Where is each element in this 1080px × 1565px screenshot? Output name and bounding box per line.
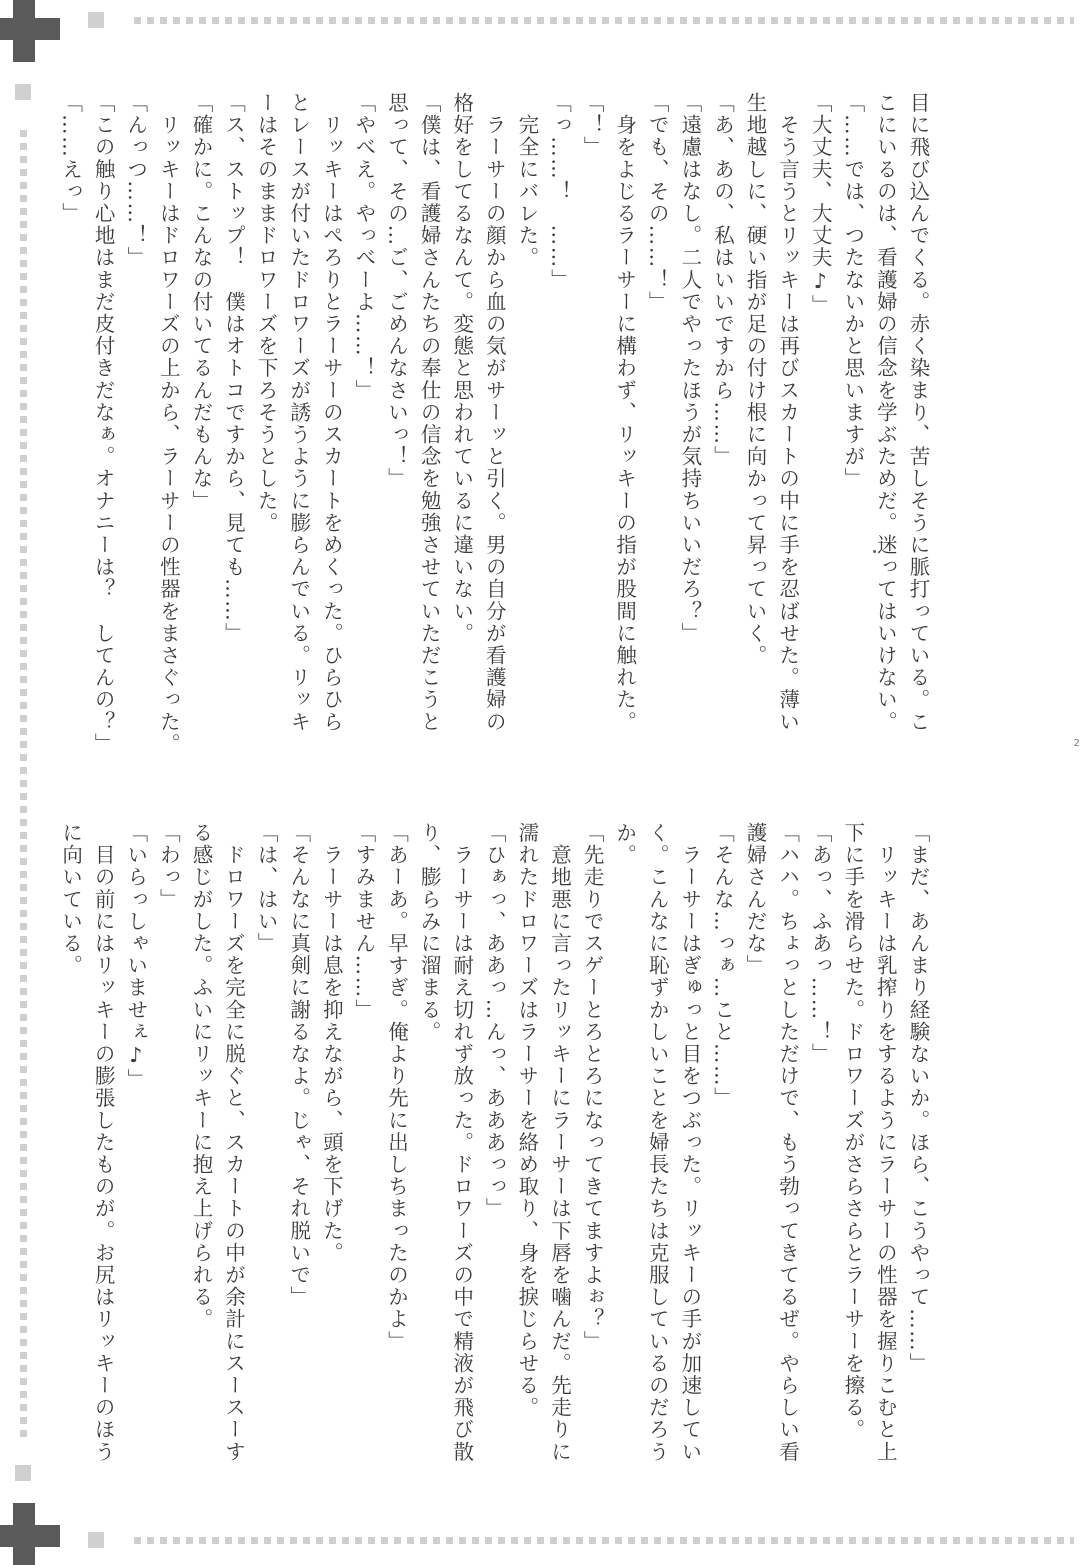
text-line: 「大丈夫、大丈夫♪」 xyxy=(808,92,833,317)
text-line: ラーサーの顔から血の気がサーッと引く。男の自分が看護婦の xyxy=(482,92,507,733)
text-line: こにいるのは、看護婦の信念を学ぶためだ。迷ってはいけない。 xyxy=(873,92,898,733)
upper-text-block xyxy=(54,92,934,782)
text-line: 「！」 xyxy=(580,92,605,159)
text-line: 「まだ、あんまり経験ないか。ほら、こうやって……」 xyxy=(906,822,930,1375)
text-line: 「ひぁっ、ああっ…んっ、あああっっ」 xyxy=(482,822,507,1220)
text-line: 「ス、ストップ！ 僕はオトコですから、見ても……」 xyxy=(221,92,246,645)
text-line: 「っ……！ ……」 xyxy=(547,92,572,291)
text-line: 「遠慮はなし。二人でやったほうが気持ちいいだろ？」 xyxy=(677,92,702,645)
text-line: 「いらっしゃいませぇ♪」 xyxy=(123,822,148,1091)
text-line: 「そんなに真剣に謝るなよ。じゃ、それ脱いで」 xyxy=(286,822,311,1309)
square-marker xyxy=(88,12,104,28)
text-line: ラーサーは耐え切れず放った。ドロワーズの中で精液が飛び散 xyxy=(449,822,474,1463)
text-line: 濡れたドロワーズはラーサーを絡め取り、身を捩じらせる。 xyxy=(514,822,539,1419)
text-line: ドロワーズを完全に脱ぐと、スカートの中が余計にスースーす xyxy=(221,822,246,1463)
lower-text-block xyxy=(54,822,934,1512)
text-line: 完全にバレた。 xyxy=(514,92,539,269)
text-line: 「あーあ。早すぎ。俺より先に出しちまったのかよ」 xyxy=(384,822,409,1353)
text-line: 目の前にはリッキーの膨張したものが。お尻はリッキーのほう xyxy=(91,822,116,1463)
text-line: ラーサーは息を抑えながら、頭を下げた。 xyxy=(319,822,344,1264)
text-line: 護婦さんだな」 xyxy=(743,822,768,977)
text-line: 生地越しに、硬い指が足の付け根に向かって昇っていく。 xyxy=(743,92,768,667)
square-marker xyxy=(15,84,31,100)
top-dotted-rule xyxy=(134,17,1074,24)
text-line: 格好をしてるなんて。変態と思われているに違いない。 xyxy=(449,92,474,645)
text-line: に向いている。 xyxy=(58,822,83,977)
text-line: 「確かに。こんなの付いてるんだもんな」 xyxy=(188,92,213,512)
text-line: か。 xyxy=(612,822,637,867)
text-line: 「んっつ……！」 xyxy=(123,92,148,269)
corner-cross-top-left-bar xyxy=(0,18,60,40)
text-line: 思って、その…ご、ごめんなさいっ！」 xyxy=(384,92,409,490)
text-line: 「僕は、看護婦さんたちの奉仕の信念を勉強させていただこうと xyxy=(417,92,442,733)
text-line: 意地悪に言ったリッキーにラーサーは下唇を噛んだ。先走りに xyxy=(547,822,572,1463)
text-line: く。こんなに恥ずかしいことを婦長たちは克服しているのだろう xyxy=(645,822,670,1463)
corner-cross-bottom-left-bar xyxy=(0,1525,60,1547)
text-line: 「ハハ。ちょっとしただけで、もう勃ってきてるぜ。やらしい看 xyxy=(775,822,800,1463)
square-marker xyxy=(88,1532,104,1548)
text-line: ラーサーはぎゅっと目をつぶった。リッキーの手が加速してい xyxy=(677,822,702,1463)
text-line: 「この触り心地はまだ皮付きだなぁ。オナニーは？ してんの？」 xyxy=(91,92,116,755)
page-number: 2 xyxy=(1073,738,1080,749)
text-line: リッキーは乳搾りをするようにラーサーの性器を握りこむと上 xyxy=(873,822,898,1463)
bottom-dotted-rule xyxy=(134,1537,1074,1544)
text-line: り、膨らみに溜まる。 xyxy=(417,822,442,1043)
text-line: リッキーはぺろりとラーサーのスカートをめくった。ひらひら xyxy=(319,92,344,733)
text-line: 身をよじるラーサーに構わず、リッキーの指が股間に触れた。 xyxy=(612,92,637,733)
text-line: 「やべえ。やっべーよ……！」 xyxy=(351,92,376,402)
text-line: 下に手を滑らせた。ドロワーズがさらさらとラーサーを擦る。 xyxy=(840,822,865,1441)
text-line: リッキーはドロワーズの上から、ラーサーの性器をまさぐった。 xyxy=(156,92,181,755)
text-line: 目に飛び込んでくる。赤く染まり、苦しそうに脈打っている。こ xyxy=(906,92,930,733)
text-line: 「……えっ」 xyxy=(58,92,83,225)
text-line: る感じがした。ふいにリッキーに抱え上げられる。 xyxy=(188,822,213,1331)
text-line: 「は、はい」 xyxy=(254,822,279,955)
text-line: ーはそのままドロワーズを下ろそうとした。 xyxy=(254,92,279,534)
text-line: 「あ、あの、私はいいですから……」 xyxy=(710,92,735,468)
text-line: 「あっ、ふあっ……！」 xyxy=(808,822,833,1066)
text-line: 「そんな…っぁ…こと……」 xyxy=(710,822,735,1110)
text-line: そう言うとリッキーは再びスカートの中に手を忍ばせた。薄い xyxy=(775,92,800,733)
text-line: 「先走りでスゲーとろとろになってきてますよぉ？」 xyxy=(580,822,605,1353)
left-dotted-rule xyxy=(20,130,27,1440)
text-line: 「でも、その……！」 xyxy=(645,92,670,313)
text-line: 「……では、つたないかと思いますが」 xyxy=(840,92,865,490)
square-marker xyxy=(15,1465,31,1481)
text-line: 「すみません……」 xyxy=(351,822,376,1021)
text-line: 「わっ」 xyxy=(156,822,181,911)
text-line: とレースが付いたドロワーズが誘うように膨らんでいる。リッキ xyxy=(286,92,311,733)
